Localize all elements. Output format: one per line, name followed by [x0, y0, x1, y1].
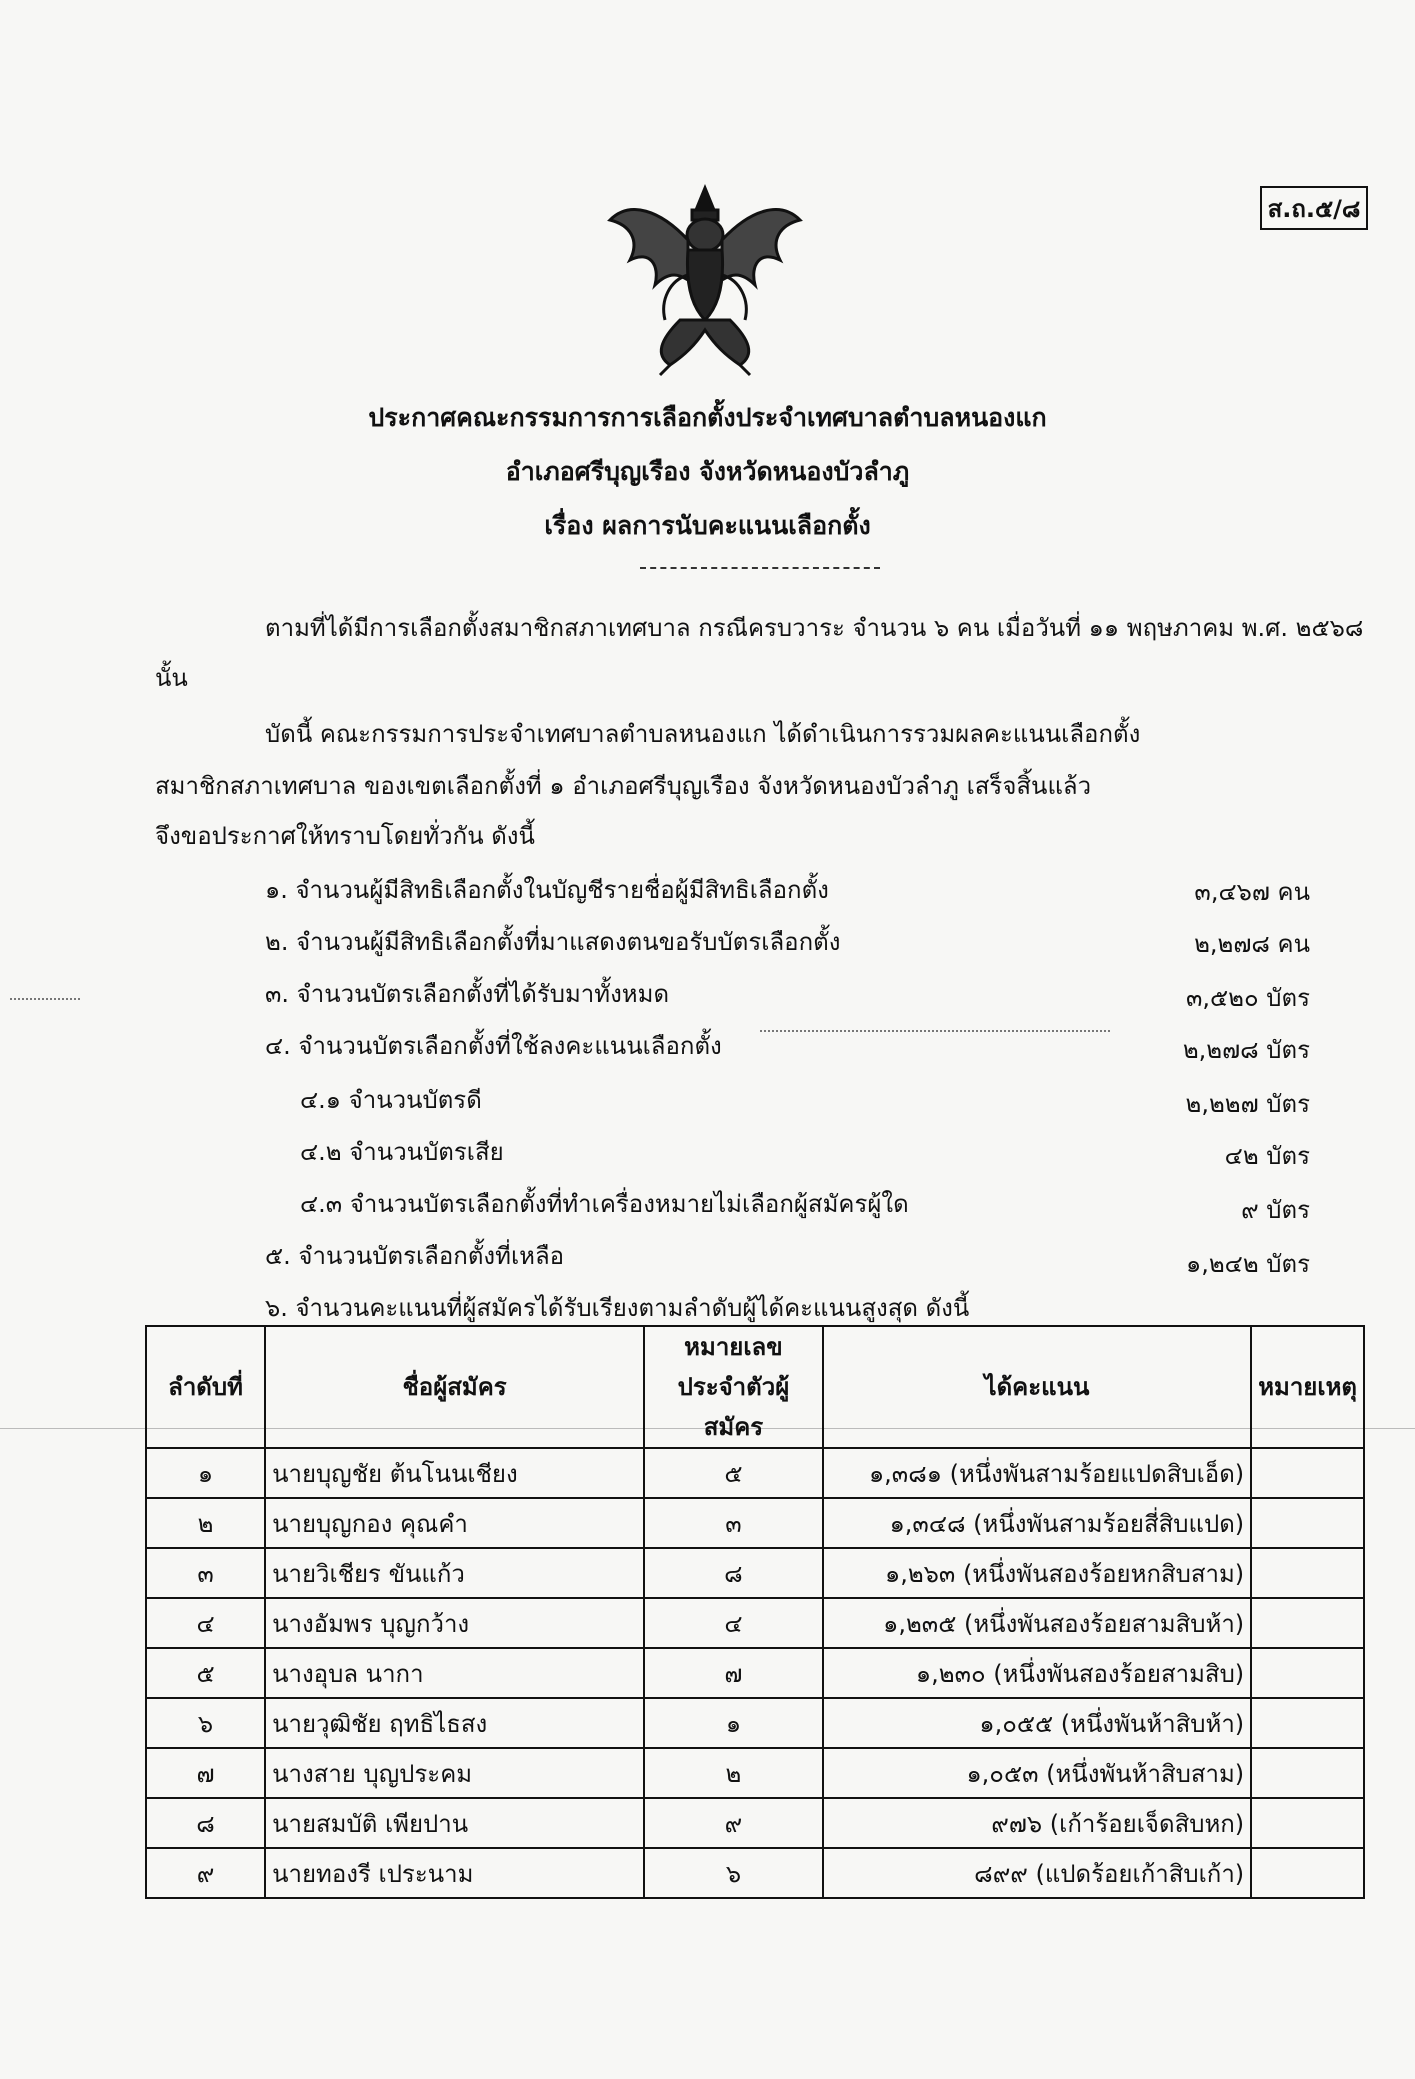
number-cell: ๑ — [644, 1698, 823, 1748]
score-cell: ๑,๒๓๕ (หนึ่งพันสองร้อยสามสิบห้า) — [823, 1598, 1251, 1648]
table-row — [146, 1748, 1364, 1798]
form-code: ส.ถ.๕/๘ — [1267, 194, 1361, 223]
item-3-value: ๓,๕๒๐ บัตร — [1185, 984, 1310, 1012]
name-cell: นายทองรี เประนาม — [265, 1848, 644, 1898]
number-cell: ๕ — [644, 1448, 823, 1498]
header-remark: หมายเหตุ — [1251, 1326, 1364, 1448]
table-row — [146, 1648, 1364, 1698]
score-cell: ๑,๐๕๓ (หนึ่งพันห้าสิบสาม) — [823, 1748, 1251, 1798]
score-cell: ๑,๒๖๓ (หนึ่งพันสองร้อยหกสิบสาม) — [823, 1548, 1251, 1598]
announcement-subject: เรื่อง ผลการนับคะแนนเลือกตั้ง — [544, 511, 871, 540]
name-cell: นางอัมพร บุญกว้าง — [265, 1598, 644, 1648]
paragraph-2-line-1: บัดนี้ คณะกรรมการประจำเทศบาลตำบลหนองแก ได้ดำเนินการรวมผลคะแนนเลือกตั้ง — [265, 720, 1141, 748]
number-cell: ๔ — [644, 1598, 823, 1648]
table-row — [146, 1448, 1364, 1498]
header-number — [644, 1326, 823, 1448]
remark-cell — [1251, 1748, 1364, 1798]
table-row — [146, 1698, 1364, 1748]
rank-cell: ๒ — [146, 1498, 265, 1548]
name-cell: นายวิเชียร ขันแก้ว — [265, 1548, 644, 1598]
remark-cell — [1251, 1548, 1364, 1598]
number-cell: ๗ — [644, 1648, 823, 1698]
item-2-value: ๒,๒๗๘ คน — [1194, 930, 1310, 958]
header-number-line-1: หมายเลข — [684, 1333, 783, 1361]
item-5-value: ๑,๒๔๒ บัตร — [1185, 1250, 1310, 1278]
number-cell: ๖ — [644, 1848, 823, 1898]
table-header-row — [146, 1326, 1364, 1448]
paragraph-2-line-3: จึงขอประกาศให้ทราบโดยทั่วกัน ดังนี้ — [155, 822, 535, 850]
remark-cell — [1251, 1598, 1364, 1648]
form-code-box — [1260, 186, 1368, 230]
item-4-3-value: ๙ บัตร — [1241, 1196, 1310, 1224]
rank-cell: ๖ — [146, 1698, 265, 1748]
name-cell: นายบุญกอง คุณคำ — [265, 1498, 644, 1548]
table-row — [146, 1848, 1364, 1898]
number-cell: ๓ — [644, 1498, 823, 1548]
header-name: ชื่อผู้สมัคร — [265, 1326, 644, 1448]
score-cell: ๑,๓๘๑ (หนึ่งพันสามร้อยแปดสิบเอ็ด) — [823, 1448, 1251, 1498]
item-4-1-label: ๔.๑ จำนวนบัตรดี — [300, 1086, 482, 1114]
score-cell: ๑,๐๕๕ (หนึ่งพันห้าสิบห้า) — [823, 1698, 1251, 1748]
remark-cell — [1251, 1498, 1364, 1548]
rank-cell: ๔ — [146, 1598, 265, 1648]
name-cell: นางอุบล นากา — [265, 1648, 644, 1698]
name-cell: นางสาย บุญประคม — [265, 1748, 644, 1798]
scan-mark — [760, 1030, 1110, 1032]
name-cell: นายวุฒิชัย ฤทธิไธสง — [265, 1698, 644, 1748]
announcement-title: ประกาศคณะกรรมการการเลือกตั้งประจำเทศบาลตำบลหนองแก — [368, 403, 1047, 432]
paragraph-2-line-2: สมาชิกสภาเทศบาล ของเขตเลือกตั้งที่ ๑ อำเภอศรีบุญเรือง จังหวัดหนองบัวลำภู เสร็จสิ้นแล้ว — [155, 772, 1092, 800]
score-cell: ๙๗๖ (เก้าร้อยเจ็ดสิบหก) — [823, 1798, 1251, 1848]
garuda-emblem-icon — [600, 180, 810, 380]
score-cell: ๑,๓๔๘ (หนึ่งพันสามร้อยสี่สิบแปด) — [823, 1498, 1251, 1548]
table-row — [146, 1798, 1364, 1848]
remark-cell — [1251, 1448, 1364, 1498]
item-4-value: ๒,๒๗๘ บัตร — [1182, 1036, 1310, 1064]
header-divider — [640, 567, 880, 569]
paragraph-1-line-2: นั้น — [155, 664, 188, 692]
paragraph-1-line-1: ตามที่ได้มีการเลือกตั้งสมาชิกสภาเทศบาล กรณีครบวาระ จำนวน ๖ คน เมื่อวันที่ ๑๑ พฤษภาคม พ.ศ. ๒๕๖๘ — [265, 614, 1364, 642]
remark-cell — [1251, 1798, 1364, 1848]
name-cell: นายบุญชัย ต้นโนนเชียง — [265, 1448, 644, 1498]
name-cell: นายสมบัติ เพียปาน — [265, 1798, 644, 1848]
score-cell: ๑,๒๓๐ (หนึ่งพันสองร้อยสามสิบ) — [823, 1648, 1251, 1698]
item-1-value: ๓,๔๖๗ คน — [1194, 878, 1310, 906]
announcement-district: อำเภอศรีบุญเรือง จังหวัดหนองบัวลำภู — [505, 457, 910, 486]
item-1-label: ๑. จำนวนผู้มีสิทธิเลือกตั้งในบัญชีรายชื่อผู้มีสิทธิเลือกตั้ง — [265, 876, 829, 904]
item-2-label: ๒. จำนวนผู้มีสิทธิเลือกตั้งที่มาแสดงตนขอรับบัตรเลือกตั้ง — [265, 928, 841, 956]
header-number-line-2: ประจำตัวผู้สมัคร — [677, 1373, 790, 1441]
rank-cell: ๘ — [146, 1798, 265, 1848]
table-row — [146, 1598, 1364, 1648]
table-row — [146, 1548, 1364, 1598]
item-4-1-value: ๒,๒๒๗ บัตร — [1185, 1090, 1310, 1118]
header-score: ได้คะแนน — [823, 1326, 1251, 1448]
item-4-3-label: ๔.๓ จำนวนบัตรเลือกตั้งที่ทำเครื่องหมายไม่เลือกผู้สมัครผู้ใด — [300, 1190, 909, 1218]
rank-cell: ๕ — [146, 1648, 265, 1698]
item-5-label: ๕. จำนวนบัตรเลือกตั้งที่เหลือ — [265, 1242, 565, 1270]
item-4-label: ๔. จำนวนบัตรเลือกตั้งที่ใช้ลงคะแนนเลือกตั้ง — [265, 1032, 722, 1060]
remark-cell — [1251, 1698, 1364, 1748]
remark-cell — [1251, 1848, 1364, 1898]
rank-cell: ๓ — [146, 1548, 265, 1598]
item-4-2-label: ๔.๒ จำนวนบัตรเสีย — [300, 1138, 504, 1166]
score-cell: ๘๙๙ (แปดร้อยเก้าสิบเก้า) — [823, 1848, 1251, 1898]
rank-cell: ๙ — [146, 1848, 265, 1898]
number-cell: ๘ — [644, 1548, 823, 1598]
rank-cell: ๑ — [146, 1448, 265, 1498]
header-rank: ลำดับที่ — [146, 1326, 265, 1448]
item-6-label: ๖. จำนวนคะแนนที่ผู้สมัครได้รับเรียงตามลำดับผู้ได้คะแนนสูงสุด ดังนี้ — [265, 1294, 970, 1322]
rank-cell: ๗ — [146, 1748, 265, 1798]
number-cell: ๒ — [644, 1748, 823, 1798]
table-row — [146, 1498, 1364, 1548]
item-3-label: ๓. จำนวนบัตรเลือกตั้งที่ได้รับมาทั้งหมด — [265, 980, 670, 1008]
results-table — [145, 1325, 1365, 1899]
item-4-2-value: ๔๒ บัตร — [1224, 1142, 1310, 1170]
remark-cell — [1251, 1648, 1364, 1698]
scan-mark — [10, 998, 80, 1000]
number-cell: ๙ — [644, 1798, 823, 1848]
